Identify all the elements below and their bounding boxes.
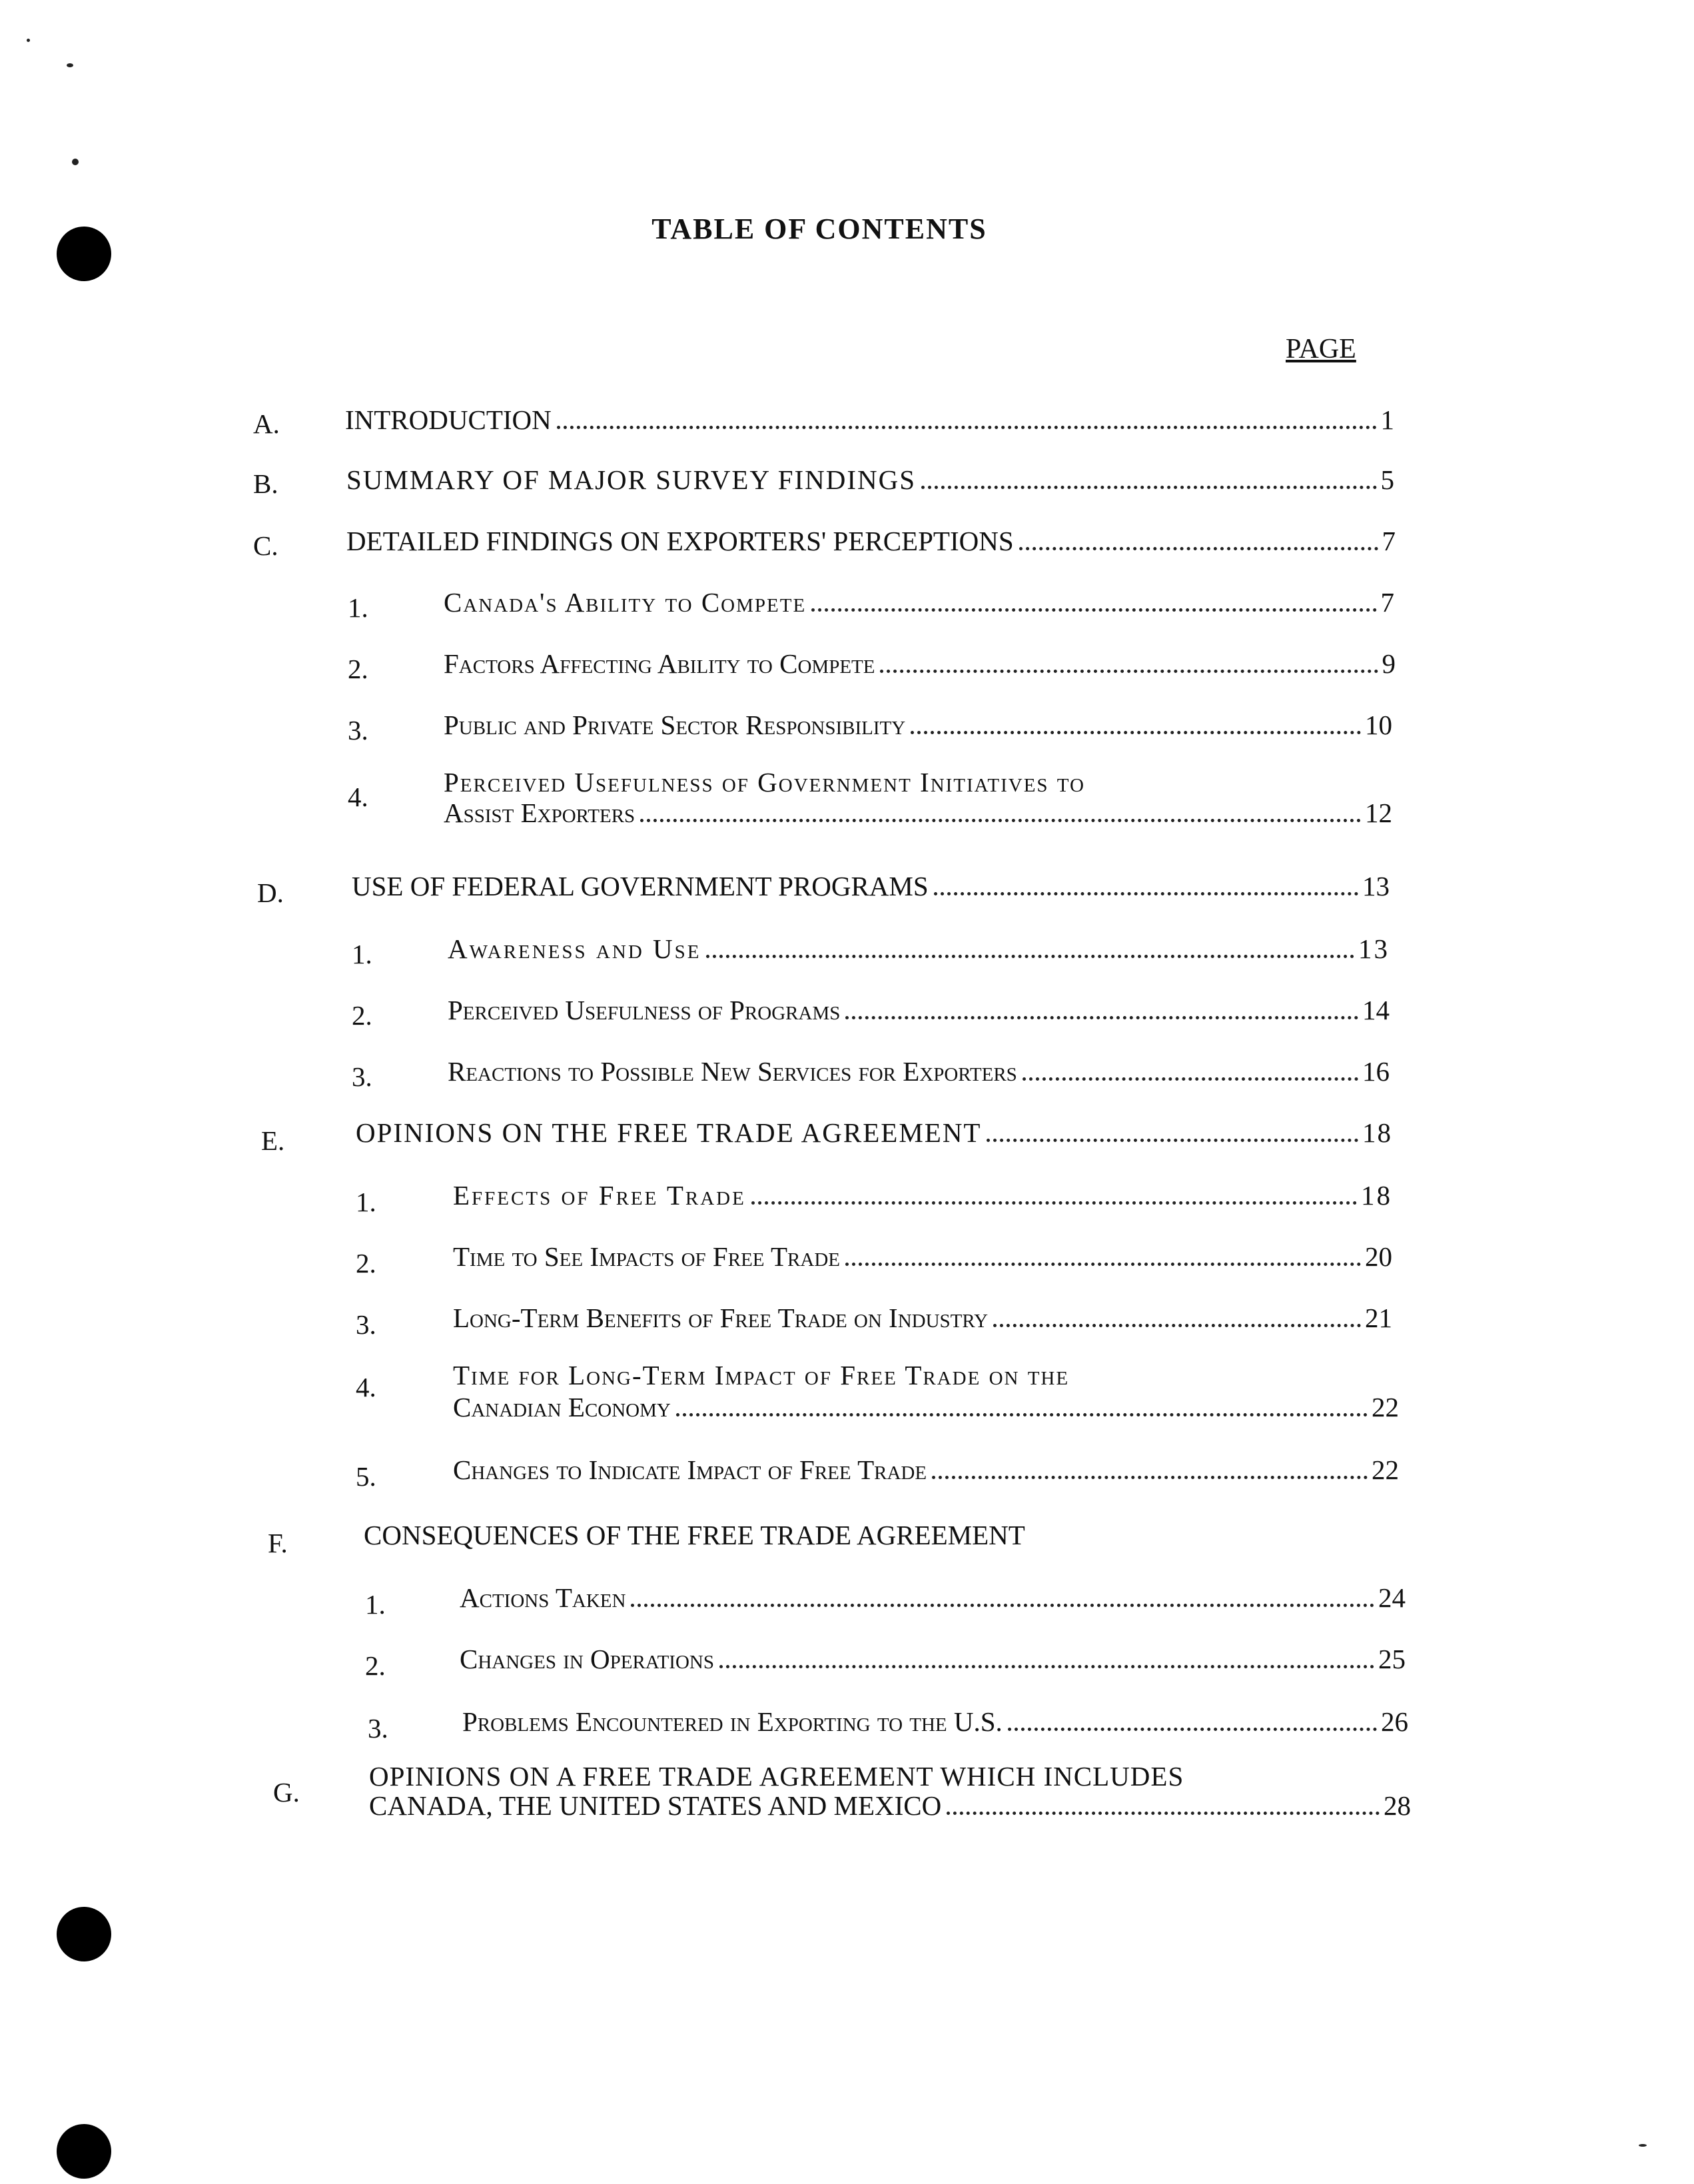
entry-title: OPINIONS ON THE FREE TRADE AGREEMENT: [356, 1117, 982, 1148]
dot-leader: [932, 1476, 1368, 1479]
dot-leader: [934, 892, 1358, 895]
entry-number: E.: [261, 1125, 285, 1156]
entry-page: 26: [1381, 1706, 1408, 1737]
entry-number: 1.: [365, 1589, 386, 1620]
entry-title-line1: Time for Long-Term Impact of Free Trade on the: [453, 1360, 1070, 1390]
dot-leader: [993, 1324, 1361, 1327]
dot-leader: [1008, 1728, 1377, 1731]
dot-leader: [1019, 547, 1378, 550]
entry-title: Actions Taken: [460, 1582, 626, 1613]
toc-entry[interactable]: [356, 1117, 1392, 1149]
toc-entry[interactable]: [444, 586, 1396, 618]
entry-number: 2.: [348, 654, 368, 684]
entry-number: 5.: [356, 1461, 376, 1492]
entry-title: Canadian Economy: [453, 1392, 671, 1422]
entry-number: 3.: [352, 1061, 372, 1092]
entry-page: 7: [1382, 526, 1396, 556]
entry-title: Changes to Indicate Impact of Free Trade: [453, 1454, 927, 1485]
toc-entry[interactable]: [448, 1055, 1390, 1087]
entry-page: 24: [1378, 1582, 1406, 1613]
entry-page: 22: [1372, 1454, 1399, 1485]
entry-page: 20: [1365, 1241, 1392, 1272]
entry-number: 1.: [352, 939, 372, 969]
entry-page: 1: [1380, 404, 1394, 435]
toc-entry[interactable]: [453, 1241, 1392, 1273]
dot-leader: [631, 1604, 1374, 1607]
dot-leader: [811, 608, 1376, 612]
entry-title: Time to See Impacts of Free Trade: [453, 1241, 840, 1272]
toc-entry[interactable]: [460, 1643, 1406, 1675]
dot-leader: [751, 1201, 1357, 1205]
toc-entry[interactable]: [453, 1179, 1392, 1211]
dot-leader: [911, 731, 1361, 734]
entry-number: B.: [253, 468, 278, 499]
toc-entry[interactable]: [345, 404, 1394, 436]
entry-number: D.: [257, 877, 284, 908]
entry-number: G.: [273, 1777, 300, 1808]
entry-page: 9: [1382, 648, 1396, 679]
page-column-label: PAGE: [1286, 334, 1356, 364]
entry-page: 5: [1380, 464, 1396, 495]
entry-number: A.: [253, 408, 280, 439]
dot-leader: [947, 1812, 1380, 1815]
toc-entry[interactable]: [369, 1790, 1411, 1822]
entry-number: 4.: [356, 1372, 376, 1402]
entry-number: 4.: [348, 782, 368, 812]
entry-title: INTRODUCTION: [345, 404, 552, 435]
toc-entry[interactable]: [364, 1519, 1163, 1551]
dot-leader: [845, 1263, 1361, 1266]
dot-leader: [676, 1413, 1368, 1416]
dot-leader: [1023, 1077, 1358, 1081]
dot-leader: [719, 1665, 1374, 1668]
toc-entry[interactable]: [346, 464, 1396, 496]
entry-page: 18: [1362, 1117, 1392, 1148]
entry-title: Changes in Operations: [460, 1644, 714, 1674]
toc-entry[interactable]: [444, 709, 1392, 741]
entry-title-line1: Perceived Usefulness of Government Initiatives to: [444, 767, 1085, 798]
entry-page: 28: [1384, 1790, 1411, 1821]
entry-number: 1.: [356, 1187, 376, 1217]
entry-number: C.: [253, 530, 278, 561]
entry-page: 13: [1362, 871, 1390, 901]
entry-title: CONSEQUENCES OF THE FREE TRADE AGREEMENT: [364, 1520, 1025, 1550]
dot-leader: [921, 486, 1376, 489]
entry-title-line1: OPINIONS ON A FREE TRADE AGREEMENT WHICH INCLUDES: [369, 1761, 1184, 1792]
entry-title: CANADA, THE UNITED STATES AND MEXICO: [369, 1790, 942, 1821]
toc-entry[interactable]: [448, 994, 1390, 1026]
entry-title: Awareness and Use: [448, 933, 701, 964]
dot-leader: [706, 955, 1354, 958]
entry-number: 1.: [348, 592, 368, 623]
dot-leader: [557, 426, 1377, 429]
entry-number: 3.: [348, 715, 368, 746]
toc-entry[interactable]: [444, 648, 1396, 680]
entry-page: 13: [1358, 933, 1390, 964]
dot-leader: [845, 1016, 1358, 1019]
entry-page: 25: [1378, 1644, 1406, 1674]
toc-entry[interactable]: [453, 1454, 1399, 1486]
toc-entry[interactable]: [462, 1706, 1408, 1738]
entry-page: 22: [1372, 1392, 1399, 1422]
entry-number: 3.: [368, 1713, 388, 1744]
entry-page: 18: [1361, 1180, 1392, 1211]
entry-page: 10: [1365, 710, 1392, 740]
entry-title: DETAILED FINDINGS ON EXPORTERS' PERCEPTIONS: [346, 526, 1014, 556]
toc-entry[interactable]: [460, 1582, 1406, 1614]
entry-title: Perceived Usefulness of Programs: [448, 995, 841, 1025]
toc-entry[interactable]: [453, 1391, 1399, 1423]
entry-title: Assist Exporters: [444, 798, 635, 828]
entry-title: Effects of Free Trade: [453, 1180, 746, 1211]
entry-number: 2.: [356, 1248, 376, 1279]
entry-number: 2.: [352, 1000, 372, 1031]
entry-title: USE OF FEDERAL GOVERNMENT PROGRAMS: [352, 871, 929, 901]
entry-title: Factors Affecting Ability to Compete: [444, 648, 875, 679]
dot-leader: [640, 819, 1361, 822]
dot-leader: [880, 670, 1378, 673]
entry-title: Reactions to Possible New Services for Exporters: [448, 1056, 1017, 1087]
toc-entry[interactable]: [444, 797, 1392, 829]
entry-page: 7: [1380, 587, 1396, 618]
document-title: TABLE OF CONTENTS: [651, 213, 987, 245]
toc-entry[interactable]: [346, 525, 1396, 557]
toc-entry[interactable]: [448, 933, 1390, 965]
entry-page: 12: [1365, 798, 1392, 828]
entry-number: 3.: [356, 1309, 376, 1340]
entry-title: Long-Term Benefits of Free Trade on Industry: [453, 1303, 989, 1333]
entry-page: 21: [1365, 1303, 1392, 1333]
entry-title: Problems Encountered in Exporting to the U.S.: [462, 1706, 1003, 1737]
entry-number: F.: [268, 1528, 288, 1558]
toc-entry[interactable]: [352, 870, 1390, 902]
dot-leader: [987, 1139, 1358, 1142]
entry-title: Public and Private Sector Responsibility: [444, 710, 906, 740]
toc-entry[interactable]: [453, 1302, 1392, 1334]
entry-page: 16: [1362, 1056, 1390, 1087]
entry-page: 14: [1362, 995, 1390, 1025]
entry-title: SUMMARY OF MAJOR SURVEY FINDINGS: [346, 464, 917, 495]
entry-title: Canada's Ability to Compete: [444, 587, 807, 618]
entry-number: 2.: [365, 1650, 386, 1681]
